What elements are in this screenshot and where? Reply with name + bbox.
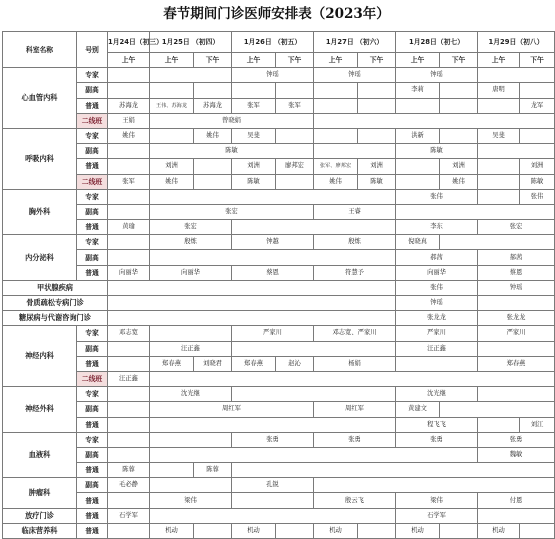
schedule-cell: 王伟、苏海龙: [150, 98, 194, 113]
schedule-cell: [314, 144, 396, 159]
schedule-cell: 张伟: [520, 189, 555, 204]
schedule-cell: 张勇: [478, 432, 555, 447]
grade-label: 副高: [77, 83, 108, 98]
schedule-cell: [108, 402, 150, 417]
table-body: [3, 68, 555, 539]
schedule-cell: [108, 387, 150, 402]
dept-name: 骨质疏松专病门诊: [3, 296, 108, 311]
schedule-cell: 郝茜: [478, 250, 555, 265]
schedule-cell: [194, 174, 232, 189]
schedule-cell: 石学军: [108, 508, 150, 523]
schedule-cell: 陈敏: [396, 144, 478, 159]
schedule-cell: [314, 98, 358, 113]
schedule-cell: 蔡恩: [478, 265, 555, 280]
schedule-cell: [478, 508, 555, 523]
schedule-cell: [314, 113, 555, 128]
grade-label: 普通: [77, 463, 108, 478]
schedule-cell: 吴斐: [232, 128, 276, 143]
schedule-cell: [150, 508, 396, 523]
schedule-cell: [276, 83, 314, 98]
grade-label: 专家: [77, 235, 108, 250]
grade-label: 专家: [77, 189, 108, 204]
schedule-cell: [478, 159, 520, 174]
schedule-cell: 刘江: [520, 417, 555, 432]
dept-name: 放疗门诊: [3, 508, 77, 523]
schedule-cell: [358, 128, 396, 143]
dept-name: 胸外科: [3, 189, 77, 235]
schedule-cell: 陈敏: [232, 174, 276, 189]
schedule-cell: [478, 144, 555, 159]
schedule-cell: 洪新: [396, 128, 440, 143]
schedule-cell: 吴斐: [478, 128, 520, 143]
schedule-cell: 陈敏: [520, 174, 555, 189]
pm-header: 下午: [440, 53, 478, 68]
grade-label: 普通: [77, 417, 108, 432]
schedule-cell: 郑春燕: [232, 356, 276, 371]
schedule-cell: 梁伟: [150, 493, 232, 508]
schedule-cell: [108, 356, 150, 371]
table-row: [3, 83, 555, 98]
table-row: [3, 98, 555, 113]
schedule-cell: 姚伟: [108, 128, 150, 143]
schedule-cell: [520, 523, 555, 538]
schedule-cell: 魏敏: [478, 447, 555, 462]
schedule-cell: 孔锐: [232, 478, 314, 493]
schedule-cell: 机动: [478, 523, 520, 538]
schedule-cell: 符慧予: [314, 265, 396, 280]
schedule-cell: [358, 523, 396, 538]
table-row: [3, 144, 555, 159]
table-row: [3, 508, 555, 523]
table-row: [3, 326, 555, 341]
schedule-cell: 黄瑜: [108, 220, 150, 235]
schedule-cell: [314, 83, 358, 98]
schedule-cell: 赵沁: [276, 356, 314, 371]
grade-label: 普通: [77, 220, 108, 235]
table-row: [3, 523, 555, 538]
schedule-cell: [440, 128, 478, 143]
second-line-label: 二线班: [77, 371, 108, 386]
schedule-cell: 郑春燕: [478, 356, 555, 371]
table-row: [3, 68, 555, 83]
grade-label: 普通: [77, 98, 108, 113]
schedule-cell: 钟越: [232, 235, 314, 250]
schedule-cell: [108, 280, 396, 295]
schedule-cell: [108, 250, 150, 265]
schedule-cell: 陈蓉: [108, 463, 150, 478]
schedule-cell: [232, 463, 555, 478]
schedule-cell: 姚伟: [194, 128, 232, 143]
table-row: [3, 265, 555, 280]
table-row: [3, 235, 555, 250]
dept-name: 内分泌科: [3, 235, 77, 281]
table-row: [3, 478, 555, 493]
schedule-cell: 张军、廖邦宏: [314, 159, 358, 174]
am-header: 上午: [108, 53, 150, 68]
schedule-cell: [194, 83, 232, 98]
pm-header: 下午: [520, 53, 555, 68]
schedule-cell: 付恩: [478, 493, 555, 508]
schedule-cell: [108, 189, 150, 204]
schedule-cell: [108, 68, 150, 83]
date-header: 1月25日 （初四）: [150, 32, 232, 53]
schedule-cell: 张龙龙: [396, 311, 478, 326]
schedule-cell: [478, 387, 555, 402]
schedule-cell: 张军: [276, 98, 314, 113]
second-line-label: 二线班: [77, 174, 108, 189]
schedule-cell: 张军: [108, 174, 150, 189]
schedule-cell: 陈敏: [358, 174, 396, 189]
schedule-cell: [150, 417, 396, 432]
dept-name: 甲状腺疾病: [3, 280, 108, 295]
schedule-cell: [108, 523, 150, 538]
schedule-cell: 殷炼: [150, 235, 232, 250]
schedule-cell: 机动: [150, 523, 194, 538]
schedule-cell: 张龙龙: [478, 311, 555, 326]
table-row: [3, 493, 555, 508]
schedule-cell: [440, 402, 555, 417]
schedule-cell: 张勇: [396, 432, 478, 447]
grade-label: 专家: [77, 128, 108, 143]
schedule-cell: 周红军: [314, 402, 396, 417]
table-header: [3, 32, 555, 68]
schedule-cell: [440, 98, 478, 113]
schedule-cell: 苏海龙: [194, 98, 232, 113]
schedule-cell: [478, 296, 555, 311]
schedule-cell: [108, 447, 150, 462]
schedule-cell: [108, 144, 150, 159]
schedule-cell: 刘洲: [440, 159, 478, 174]
schedule-cell: [276, 174, 314, 189]
schedule-cell: 钟瑶: [478, 280, 555, 295]
schedule-cell: [108, 493, 150, 508]
schedule-cell: 张宏: [150, 220, 232, 235]
schedule-cell: 向丽华: [108, 265, 150, 280]
schedule-cell: [314, 128, 358, 143]
schedule-cell: 倪晓真: [396, 235, 440, 250]
schedule-cell: [232, 493, 314, 508]
table-row: [3, 447, 555, 462]
schedule-cell: 梁伟: [396, 493, 478, 508]
grade-label: 普通: [77, 523, 108, 538]
grade-label: 副高: [77, 204, 108, 219]
schedule-cell: [150, 432, 232, 447]
dept-name: 神经内科: [3, 326, 77, 387]
schedule-cell: 钟瑶: [232, 68, 314, 83]
schedule-cell: [396, 204, 555, 219]
schedule-cell: [478, 417, 520, 432]
grade-label: 副高: [77, 447, 108, 462]
dept-name: 神经外科: [3, 387, 77, 433]
schedule-cell: 张宏: [150, 204, 314, 219]
grade-label: 副高: [77, 478, 108, 493]
table-row: [3, 341, 555, 356]
schedule-cell: 严家川: [478, 326, 555, 341]
schedule-cell: [150, 478, 232, 493]
schedule-cell: 毛必静: [108, 478, 150, 493]
schedule-cell: [108, 417, 150, 432]
dept-name: 心血管内科: [3, 68, 77, 129]
date-header: 1月26日 （初五）: [232, 32, 314, 53]
schedule-cell: 张军: [232, 98, 276, 113]
schedule-cell: 严家川: [232, 326, 314, 341]
schedule-cell: 蔡恩: [232, 265, 314, 280]
schedule-cell: [478, 174, 520, 189]
schedule-cell: [108, 296, 396, 311]
table-row: [3, 387, 555, 402]
schedule-cell: [150, 463, 194, 478]
date-header: 1月29日（初八）: [478, 32, 555, 53]
pm-header: 下午: [358, 53, 396, 68]
schedule-cell: [396, 174, 440, 189]
schedule-cell: 刘晓君: [194, 356, 232, 371]
am-header: 上午: [396, 53, 440, 68]
grade-label: 普通: [77, 265, 108, 280]
schedule-cell: 曾晓娟: [150, 113, 314, 128]
table-row: [3, 311, 555, 326]
schedule-cell: 刘洲: [520, 159, 555, 174]
schedule-cell: [276, 128, 314, 143]
table-row: [3, 189, 555, 204]
schedule-cell: 陈蓉: [194, 463, 232, 478]
schedule-cell: 钟瑶: [314, 68, 396, 83]
schedule-cell: [108, 83, 150, 98]
schedule-cell: [194, 159, 232, 174]
table-row: [3, 128, 555, 143]
schedule-cell: 黄建文: [396, 402, 440, 417]
schedule-cell: 石学军: [396, 508, 478, 523]
grade-label: 专家: [77, 326, 108, 341]
schedule-cell: 苏海龙: [108, 98, 150, 113]
schedule-cell: [520, 83, 555, 98]
table-row: [3, 402, 555, 417]
dept-name: 糖尿病与代谢咨询门诊: [3, 311, 108, 326]
table-row: [3, 113, 555, 128]
schedule-table: [2, 31, 555, 539]
schedule-cell: 殷炼: [314, 235, 396, 250]
second-line-label: 二线班: [77, 113, 108, 128]
schedule-cell: 邓志宽: [108, 326, 150, 341]
dept-name: 临床营养科: [3, 523, 77, 538]
schedule-cell: [150, 447, 478, 462]
grade-label: 副高: [77, 402, 108, 417]
dept-name: 呼吸内科: [3, 128, 77, 189]
schedule-cell: 郑春燕: [150, 356, 194, 371]
schedule-cell: 向丽华: [150, 265, 232, 280]
schedule-cell: 张伟: [396, 280, 478, 295]
schedule-cell: 李东: [396, 220, 478, 235]
schedule-cell: 龙军: [520, 98, 555, 113]
schedule-cell: 张勇: [232, 432, 314, 447]
table-row: [3, 174, 555, 189]
schedule-cell: [108, 432, 150, 447]
table-row: [3, 280, 555, 295]
table-row: [3, 204, 555, 219]
schedule-cell: [150, 189, 396, 204]
schedule-cell: 李莉: [396, 83, 440, 98]
schedule-cell: 张伟: [396, 189, 478, 204]
schedule-cell: [276, 523, 314, 538]
schedule-cell: 张宏: [478, 220, 555, 235]
schedule-cell: [232, 387, 396, 402]
date-header: 1月24日（初三）: [108, 32, 150, 53]
page-title: 春节期间门诊医师安排表（2023年）: [163, 6, 390, 22]
schedule-cell: [478, 68, 555, 83]
schedule-cell: [150, 371, 555, 386]
schedule-cell: 严家川: [396, 326, 478, 341]
schedule-cell: [358, 98, 396, 113]
schedule-cell: [478, 189, 520, 204]
grade-label: 专家: [77, 432, 108, 447]
grade-label: 普通: [77, 356, 108, 371]
grade-label: 专家: [77, 387, 108, 402]
schedule-cell: [478, 341, 555, 356]
schedule-cell: 姚伟: [150, 174, 194, 189]
schedule-cell: 邓志宽、严家川: [314, 326, 396, 341]
schedule-cell: 唐明: [478, 83, 520, 98]
dept-name: 血液科: [3, 432, 77, 478]
schedule-cell: [232, 341, 396, 356]
pm-header: 下午: [276, 53, 314, 68]
schedule-cell: 刘洲: [150, 159, 194, 174]
date-header: 1月27日 （初六）: [314, 32, 396, 53]
table-row: [3, 220, 555, 235]
grade-label: 副高: [77, 144, 108, 159]
schedule-cell: 机动: [314, 523, 358, 538]
am-header: 上午: [150, 53, 194, 68]
schedule-cell: 汪正鑫: [150, 341, 232, 356]
schedule-cell: [232, 220, 396, 235]
schedule-cell: [478, 98, 520, 113]
table-row: [3, 417, 555, 432]
schedule-cell: [396, 159, 440, 174]
dept-name: 肿瘤科: [3, 478, 77, 508]
schedule-cell: [108, 204, 150, 219]
schedule-cell: 向丽华: [396, 265, 478, 280]
schedule-cell: 机动: [232, 523, 276, 538]
grade-label: 普通: [77, 159, 108, 174]
schedule-cell: [440, 523, 478, 538]
schedule-cell: 王睿: [314, 204, 396, 219]
schedule-cell: 沈光继: [150, 387, 232, 402]
schedule-cell: [232, 83, 276, 98]
schedule-cell: [108, 341, 150, 356]
schedule-cell: 姚伟: [440, 174, 478, 189]
schedule-cell: [108, 159, 150, 174]
schedule-cell: 周红军: [150, 402, 314, 417]
header-date-row: [3, 32, 555, 53]
schedule-cell: 刘洲: [232, 159, 276, 174]
grade-label: 副高: [77, 250, 108, 265]
grade-label: 普通: [77, 508, 108, 523]
am-header: 上午: [478, 53, 520, 68]
schedule-cell: 汪正鑫: [108, 371, 150, 386]
am-header: 上午: [314, 53, 358, 68]
table-row: [3, 250, 555, 265]
pm-header: 下午: [194, 53, 232, 68]
schedule-cell: [150, 326, 232, 341]
table-row: [3, 432, 555, 447]
table-row: [3, 371, 555, 386]
schedule-cell: 钟瑶: [396, 68, 478, 83]
table-row: [3, 463, 555, 478]
schedule-cell: [396, 98, 440, 113]
grade-column-header: 号别: [77, 32, 108, 68]
schedule-cell: [194, 523, 232, 538]
date-header: 1月28日（初七）: [396, 32, 478, 53]
schedule-cell: [108, 311, 396, 326]
schedule-cell: 姚伟: [314, 174, 358, 189]
schedule-cell: 郝茜: [396, 250, 478, 265]
schedule-cell: 钟瑶: [396, 296, 478, 311]
schedule-cell: 汪正鑫: [396, 341, 478, 356]
schedule-cell: [150, 250, 396, 265]
schedule-cell: 刘洲: [358, 159, 396, 174]
schedule-cell: [108, 235, 150, 250]
grade-label: 专家: [77, 68, 108, 83]
grade-label: 普通: [77, 493, 108, 508]
grade-label: 副高: [77, 341, 108, 356]
schedule-cell: 沈光继: [396, 387, 478, 402]
table-row: [3, 356, 555, 371]
schedule-cell: [520, 128, 555, 143]
schedule-cell: [396, 356, 478, 371]
schedule-cell: [150, 83, 194, 98]
schedule-cell: [314, 478, 555, 493]
schedule-cell: [358, 83, 396, 98]
am-header: 上午: [232, 53, 276, 68]
table-row: [3, 159, 555, 174]
dept-column-header: 科室名称: [3, 32, 77, 68]
schedule-cell: 殷云飞: [314, 493, 396, 508]
schedule-cell: [150, 68, 232, 83]
schedule-cell: 廖邦宏: [276, 159, 314, 174]
schedule-cell: 机动: [396, 523, 440, 538]
schedule-cell: [150, 128, 194, 143]
schedule-cell: [440, 235, 555, 250]
schedule-cell: 陈敏: [150, 144, 314, 159]
schedule-cell: 张勇: [314, 432, 396, 447]
schedule-cell: 程飞飞: [396, 417, 478, 432]
schedule-cell: 王娟: [108, 113, 150, 128]
schedule-cell: [440, 83, 478, 98]
schedule-cell: 杨娟: [314, 356, 396, 371]
table-row: [3, 296, 555, 311]
